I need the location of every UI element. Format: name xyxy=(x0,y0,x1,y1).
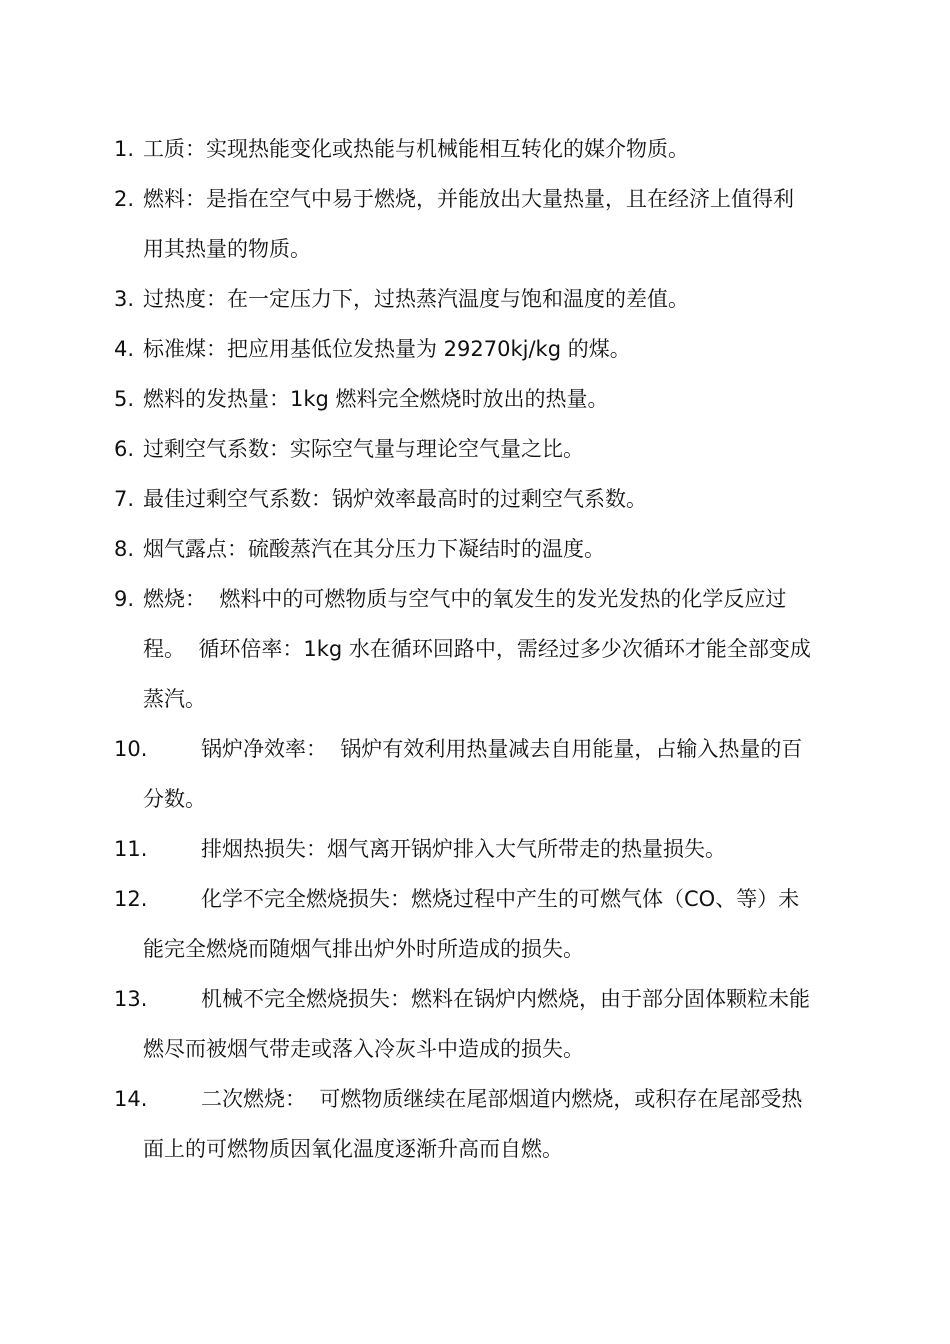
list-item xyxy=(114,124,814,174)
list-item xyxy=(114,524,814,574)
list-item xyxy=(114,474,814,524)
item-number: 5. xyxy=(114,387,135,411)
list-item xyxy=(114,374,814,424)
item-number: 3. xyxy=(114,287,135,311)
list-item xyxy=(114,1074,814,1174)
item-text: 标准煤：把应用基低位发热量为 29270kj/kg 的煤。 xyxy=(143,337,631,361)
item-text: 工质：实现热能变化或热能与机械能相互转化的媒介物质。 xyxy=(143,137,689,161)
definition-list xyxy=(114,124,814,1174)
item-text: 燃料：是指在空气中易于燃烧，并能放出大量热量，且在经济上值得利用其热量的物质。 xyxy=(143,187,794,261)
item-text: 燃料的发热量：1kg 燃料完全燃烧时放出的热量。 xyxy=(143,387,609,411)
list-item xyxy=(114,174,814,274)
item-number: 2. xyxy=(114,187,135,211)
list-item xyxy=(114,824,814,874)
item-number: 9. xyxy=(114,587,135,611)
list-item xyxy=(114,324,814,374)
item-number: 7. xyxy=(114,487,135,511)
item-text: 燃烧： 燃料中的可燃物质与空气中的氧发生的发光发热的化学反应过程。 循环倍率：1kg 水在循环回路中，需经过多少次循环才能全部变成蒸汽。 xyxy=(143,587,811,711)
list-item xyxy=(114,974,814,1074)
item-number: 10. xyxy=(114,737,148,761)
item-number: 1. xyxy=(114,137,135,161)
item-text: 过热度：在一定压力下，过热蒸汽温度与饱和温度的差值。 xyxy=(143,287,689,311)
item-number: 13. xyxy=(114,987,148,1011)
item-number: 14. xyxy=(114,1087,148,1111)
item-number: 6. xyxy=(114,437,135,461)
list-item xyxy=(114,424,814,474)
item-text: 化学不完全燃烧损失：燃烧过程中产生的可燃气体（CO、等）未能完全燃烧而随烟气排出炉外时所造成的损失。 xyxy=(143,887,800,961)
item-text: 二次燃烧： 可燃物质继续在尾部烟道内燃烧，或积存在尾部受热面上的可燃物质因氧化温度逐渐升高而自燃。 xyxy=(143,1087,803,1161)
item-text: 排烟热损失：烟气离开锅炉排入大气所带走的热量损失。 xyxy=(201,837,726,861)
list-item xyxy=(114,574,814,724)
list-item xyxy=(114,874,814,974)
item-number: 11. xyxy=(114,837,148,861)
item-text: 烟气露点：硫酸蒸汽在其分压力下凝结时的温度。 xyxy=(143,537,605,561)
item-number: 4. xyxy=(114,337,135,361)
list-item xyxy=(114,724,814,824)
item-number: 8. xyxy=(114,537,135,561)
item-text: 过剩空气系数：实际空气量与理论空气量之比。 xyxy=(143,437,584,461)
item-text: 锅炉净效率： 锅炉有效利用热量减去自用能量，占输入热量的百分数。 xyxy=(143,737,803,811)
item-text: 最佳过剩空气系数：锅炉效率最高时的过剩空气系数。 xyxy=(143,487,647,511)
list-item xyxy=(114,274,814,324)
item-number: 12. xyxy=(114,887,148,911)
item-text: 机械不完全燃烧损失：燃料在锅炉内燃烧，由于部分固体颗粒未能燃尽而被烟气带走或落入冷灰斗中造成的损失。 xyxy=(143,987,810,1061)
